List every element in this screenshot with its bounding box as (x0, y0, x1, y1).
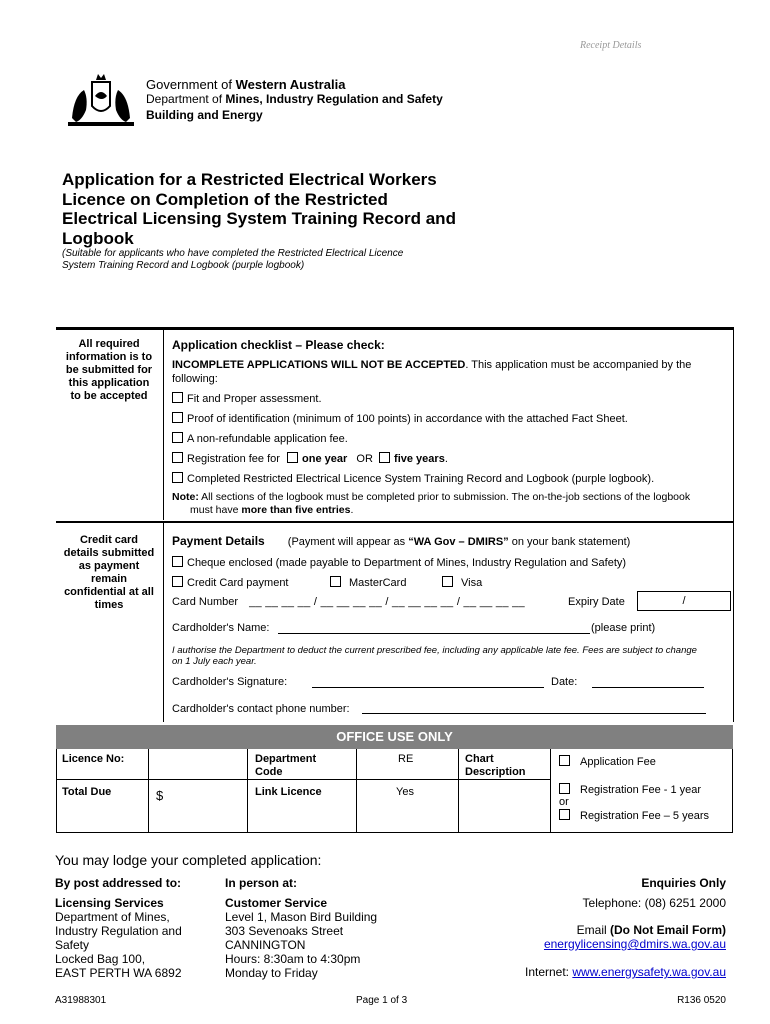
lodge-intro: You may lodge your completed application: (55, 852, 322, 868)
office-row-line (56, 779, 550, 780)
appear-prefix: (Payment will appear as (287, 536, 409, 548)
checklist-item-logbook (172, 472, 654, 485)
payment-heading-row (172, 534, 630, 548)
side-label-line: Credit card (79, 534, 139, 546)
person-line: 303 Sevenoaks Street (225, 924, 344, 938)
registration-checkbox[interactable] (172, 452, 183, 463)
cardholder-name-label: Cardholder's Name: (172, 622, 270, 634)
application-fee-label: Application Fee (580, 756, 656, 768)
office-col-line (458, 749, 459, 833)
expiry-date-input[interactable] (637, 591, 731, 611)
reg-fee-5yr-option (559, 809, 709, 822)
subtitle-line: System Training Record and Logbook (purple logbook) (62, 260, 305, 271)
post-line: Industry Regulation and (55, 924, 182, 938)
note-end: . (350, 504, 354, 516)
person-line: Customer Service (225, 896, 328, 910)
person-line: Hours: 8:30am to 4:30pm (225, 952, 361, 966)
payment-heading: Payment Details (172, 534, 265, 548)
mastercard-option (330, 576, 406, 589)
incomplete-bold: INCOMPLETE APPLICATIONS WILL NOT BE ACCEPTED (172, 359, 466, 371)
credit-card-label: Credit Card payment (187, 577, 289, 589)
incomplete-rest2: following: (172, 373, 218, 385)
note-bold: more than five entries (241, 504, 351, 516)
email-label: Email (576, 923, 610, 937)
chart-line: Description (465, 766, 526, 778)
payment-appear-note (288, 536, 631, 548)
fit-checkbox[interactable] (172, 392, 183, 403)
phone-input[interactable] (362, 713, 706, 714)
internet-link[interactable]: www.energysafety.wa.gov.au (572, 965, 726, 979)
id-checkbox[interactable] (172, 412, 183, 423)
mastercard-checkbox[interactable] (330, 576, 341, 587)
card-number-input[interactable]: __ __ __ __ / __ __ __ __ / __ __ __ __ / __ __ __ __ (249, 596, 525, 608)
five-years-label: five years (394, 453, 445, 465)
post-address (55, 896, 182, 980)
logbook-label: Completed Restricted Electrical Licence System Training Record and Logbook (purple logbook). (187, 473, 655, 485)
gov-prefix: Government of (146, 77, 236, 92)
appear-suffix: on your bank statement) (508, 536, 631, 548)
receipt-details: Receipt Details (580, 40, 642, 51)
side-label-line: times (94, 599, 124, 611)
licence-no-label: Licence No: (62, 753, 125, 765)
id-label: Proof of identification (minimum of 100 points) in accordance with the attached Fact Sheet. (187, 413, 628, 425)
dept-code-line: Department (255, 753, 317, 765)
payment-top-rule (56, 521, 734, 523)
five-years-checkbox[interactable] (379, 452, 390, 463)
authorise-line: I authorise the Department to deduct the current prescribed fee, including any applicable late fee. Fees are subject to change (172, 645, 697, 656)
one-year-checkbox[interactable] (287, 452, 298, 463)
application-fee-option (559, 755, 656, 768)
side-label-line: information is to (65, 351, 153, 363)
office-use-bar: OFFICE USE ONLY (56, 725, 733, 749)
expiry-label: Expiry Date (568, 596, 625, 608)
reg-fee-5yr-label: Registration Fee – 5 years (580, 810, 710, 822)
dept-code-label (255, 753, 316, 779)
application-fee-checkbox[interactable] (559, 755, 570, 766)
total-due-label: Total Due (62, 786, 112, 798)
signature-label: Cardholder's Signature: (172, 676, 288, 688)
post-line: Safety (55, 938, 90, 952)
internet-label: Internet: (524, 965, 573, 979)
page-title (62, 170, 502, 248)
office-col-line (247, 749, 248, 833)
yes-value: Yes (396, 786, 414, 798)
enquiries-telephone: Telephone: (08) 6251 2000 (582, 896, 726, 910)
note-text2: must have (190, 504, 242, 516)
currency-symbol: $ (156, 788, 164, 803)
dept-name-bold: Mines, Industry Regulation and Safety (225, 92, 443, 106)
reg-dot: . (444, 453, 448, 465)
person-line: Level 1, Mason Bird Building (225, 910, 378, 924)
reg-fee-1yr-checkbox[interactable] (559, 783, 570, 794)
please-print-label: (please print) (591, 622, 656, 634)
or-text: or (559, 796, 569, 808)
logbook-note-2 (190, 504, 353, 516)
dept-prefix: Department of (146, 92, 226, 106)
payment-divider (163, 523, 164, 722)
dept-code-line: Code (255, 766, 283, 778)
checklist-item-fit (172, 392, 322, 405)
person-line: Monday to Friday (225, 966, 318, 980)
signature-input[interactable] (312, 687, 544, 688)
reg-prefix: Registration fee for (187, 453, 280, 465)
credit-card-checkbox[interactable] (172, 576, 183, 587)
checklist-item-registration (172, 452, 448, 465)
post-line: Department of Mines, (55, 910, 170, 924)
cheque-checkbox[interactable] (172, 556, 183, 567)
mastercard-label: MasterCard (349, 577, 407, 589)
phone-label: Cardholder's contact phone number: (172, 703, 350, 715)
title-line: Application for a Restricted Electrical Workers (62, 170, 437, 189)
fit-label: Fit and Proper assessment. (187, 393, 322, 405)
note-text: All sections of the logbook must be completed prior to submission. The on-the-job sections of the logbook (198, 491, 691, 503)
card-number-row (172, 596, 525, 608)
office-col-line (550, 749, 551, 833)
doc-id: A31988301 (55, 995, 107, 1006)
department-name (146, 92, 443, 106)
logbook-note (172, 491, 690, 503)
office-col-line (356, 749, 357, 833)
enquiries-heading: Enquiries Only (641, 876, 726, 890)
reg-fee-5yr-checkbox[interactable] (559, 809, 570, 820)
title-line: Licence on Completion of the Restricted (62, 189, 388, 209)
post-line: Locked Bag 100, (55, 952, 146, 966)
checklist-heading: Application checklist – Please check: (172, 338, 385, 352)
visa-label: Visa (461, 577, 483, 589)
cardholder-name-input[interactable] (278, 633, 590, 634)
visa-option (442, 576, 482, 589)
link-licence-label: Link Licence (255, 786, 322, 798)
section-top-rule (56, 327, 734, 330)
right-border (733, 327, 734, 722)
enquiries-email-label (577, 923, 726, 937)
checklist-side-label (58, 338, 160, 403)
or-label: OR (356, 453, 373, 465)
reg-fee-1yr-option (559, 783, 701, 796)
cheque-label: Cheque enclosed (made payable to Department of Mines, Industry Regulation and Safety) (187, 557, 627, 569)
title-line: Electrical Licensing System Training Record and (62, 209, 456, 228)
date-label: Date: (551, 676, 578, 688)
page-number: Page 1 of 3 (356, 995, 408, 1006)
title-line: Logbook (62, 228, 134, 248)
side-label-line: details submitted (63, 547, 155, 559)
side-label-line: be submitted for (65, 364, 153, 376)
side-label-line: as payment (78, 560, 140, 572)
form-code: R136 0520 (677, 995, 726, 1006)
person-heading: In person at: (225, 876, 298, 890)
checklist-item-fee (172, 432, 348, 445)
side-label-line: remain (90, 573, 128, 585)
side-label-line: confidential at all (64, 586, 154, 598)
side-label-line: All required (78, 338, 140, 350)
post-line: Licensing Services (55, 896, 164, 910)
person-line: CANNINGTON (225, 938, 306, 952)
email-note: (Do Not Email Form) (610, 923, 726, 937)
office-col-line (148, 749, 149, 833)
incomplete-rest: . This application must be accompanied by the (465, 359, 692, 371)
side-label-line: this application (68, 377, 150, 389)
reg-fee-1yr-label: Registration Fee - 1 year (580, 784, 702, 796)
authorise-line: on 1 July each year. (172, 656, 257, 667)
expiry-separator: / (682, 595, 686, 607)
post-line: EAST PERTH WA 6892 (55, 966, 182, 980)
incomplete-warning (172, 359, 691, 371)
authorisation-text (172, 645, 728, 667)
checklist-divider (163, 330, 164, 520)
subtitle-line: (Suitable for applicants who have completed the Restricted Electrical Licence (62, 248, 404, 259)
visa-checkbox[interactable] (442, 576, 453, 587)
chart-description-label (465, 753, 526, 779)
gov-name-bold: Western Australia (235, 77, 346, 92)
email-link[interactable]: energylicensing@dmirs.wa.gov.au (543, 937, 726, 951)
logbook-checkbox[interactable] (172, 472, 183, 483)
date-input[interactable] (592, 687, 704, 688)
payment-side-label (58, 534, 160, 612)
division-name: Building and Energy (146, 108, 263, 122)
credit-card-option (172, 576, 289, 589)
wa-crest-logo (62, 68, 140, 130)
fee-label: A non-refundable application fee. (187, 433, 348, 445)
person-address (225, 896, 377, 980)
one-year-label: one year (302, 453, 348, 465)
re-value: RE (398, 753, 414, 765)
side-label-line: to be accepted (70, 390, 148, 402)
checklist-item-id (172, 412, 628, 425)
appear-bold: “WA Gov – DMIRS” (408, 536, 509, 548)
note-label: Note: (172, 491, 199, 503)
card-number-label: Card Number (172, 596, 239, 608)
post-heading: By post addressed to: (55, 876, 182, 890)
government-name (146, 77, 345, 92)
cheque-option (172, 556, 626, 569)
fee-checkbox[interactable] (172, 432, 183, 443)
page-subtitle (62, 248, 482, 272)
internet-row (525, 965, 726, 979)
chart-line: Chart (465, 753, 494, 765)
